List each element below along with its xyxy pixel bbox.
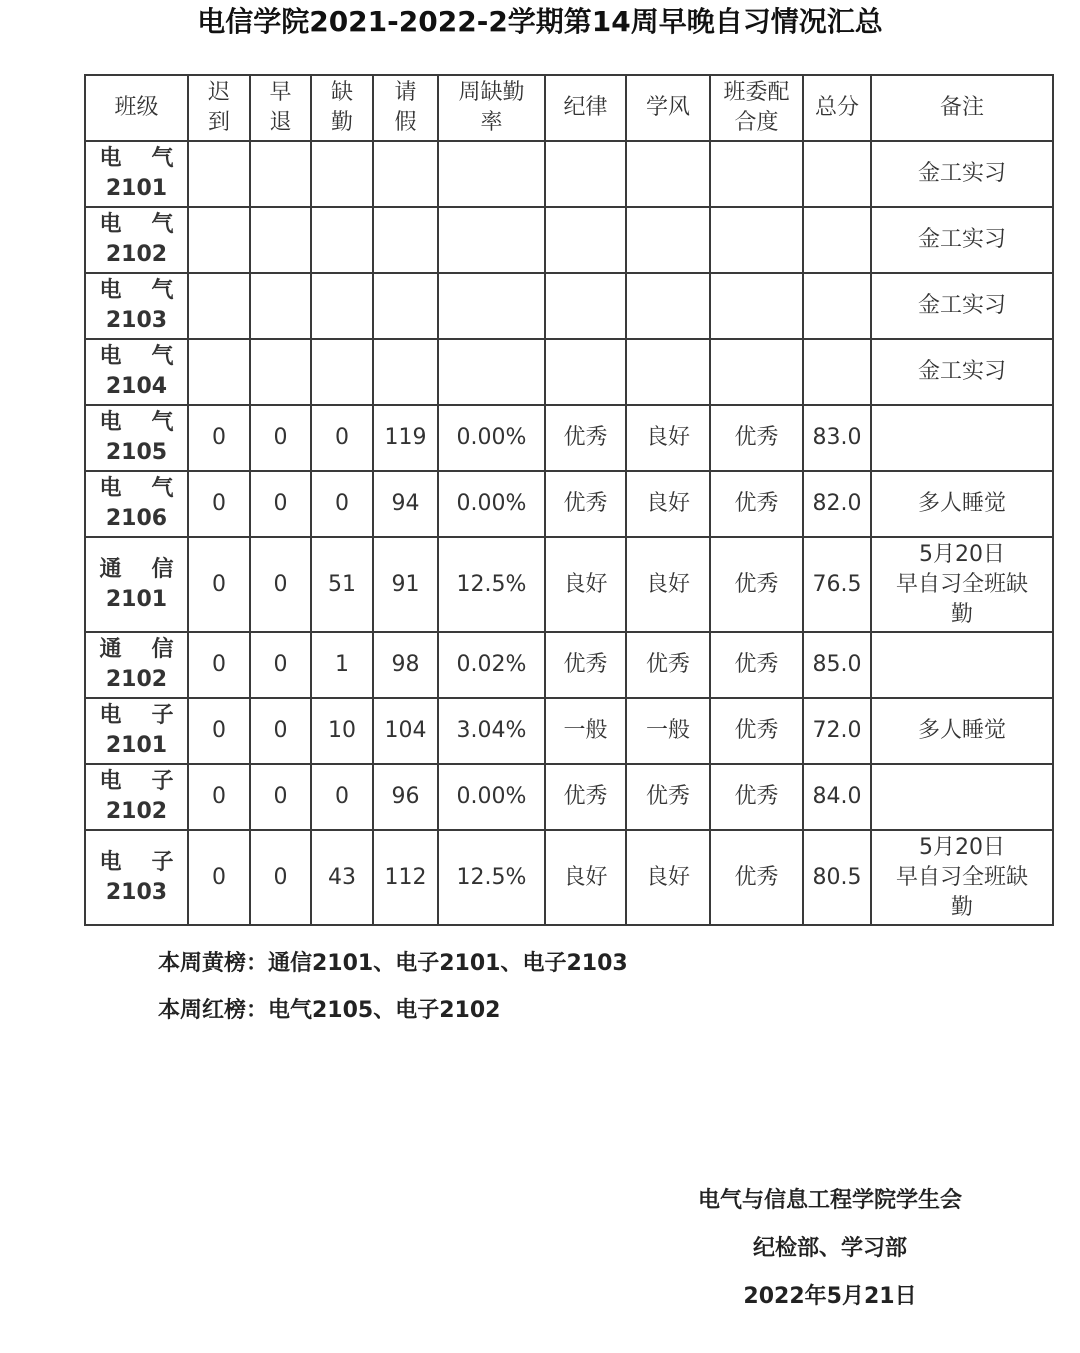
absent-cell: 43 [311, 830, 373, 925]
rate-cell: 12.5% [438, 830, 545, 925]
absent-cell: 0 [311, 471, 373, 537]
early-cell: 0 [250, 830, 311, 925]
rate-cell: 0.02% [438, 632, 545, 698]
note-cell [871, 830, 1053, 925]
class-major: 电气 [99, 344, 204, 369]
header-late-line: 迟 [207, 80, 230, 105]
table-row [85, 339, 1053, 405]
table-row [85, 537, 1053, 632]
class-major: 电气 [99, 146, 204, 171]
class-name-cell [85, 405, 204, 471]
score-cell: 84.0 [803, 764, 871, 830]
coop-cell: 优秀 [710, 632, 803, 698]
note-line: 金工实习 [917, 161, 1006, 186]
class-name-cell [85, 207, 204, 273]
absent-cell [311, 273, 373, 339]
note-line: 多人睡觉 [917, 718, 1006, 743]
class-name-cell [85, 537, 204, 632]
header-late [188, 75, 250, 141]
score-cell [803, 273, 871, 339]
late-cell: 0 [188, 471, 250, 537]
rate-cell [438, 207, 545, 273]
coop-cell [710, 207, 803, 273]
note-cell [871, 471, 1053, 537]
early-cell: 0 [250, 405, 311, 471]
header-rate [438, 75, 545, 141]
coop-cell: 优秀 [710, 830, 803, 925]
table-row [85, 471, 1053, 537]
note-cell [871, 405, 1053, 471]
coop-cell: 优秀 [710, 764, 803, 830]
coop-cell [710, 141, 803, 207]
class-name-cell [85, 830, 204, 925]
class-major: 电气 [99, 410, 204, 435]
class-name-cell [85, 141, 204, 207]
note-line: 勤 [950, 601, 973, 627]
header-absent [311, 75, 373, 141]
note-line: 5月20日 [919, 541, 1005, 567]
discipline-cell: 优秀 [545, 632, 626, 698]
discipline-cell: 一般 [545, 698, 626, 764]
leave-cell [373, 141, 438, 207]
class-number: 2103 [105, 879, 168, 905]
header-coop-line: 合度 [734, 110, 779, 135]
class-number: 2101 [105, 176, 168, 201]
table-header-row [85, 75, 1053, 141]
class-number: 2102 [105, 799, 168, 824]
rate-cell: 0.00% [438, 764, 545, 830]
early-cell: 0 [250, 698, 311, 764]
class-major: 通信 [99, 556, 204, 582]
table-row [85, 764, 1053, 830]
signature-org: 电气与信息工程学院学生会 [697, 1188, 962, 1213]
coop-cell [710, 339, 803, 405]
class-name-cell [85, 339, 204, 405]
note-line: 早自习全班缺 [895, 571, 1028, 597]
class-name-cell [85, 632, 204, 698]
header-rate-line: 率 [480, 110, 503, 135]
rate-cell [438, 141, 545, 207]
class-number: 2104 [105, 374, 168, 399]
score-cell [803, 141, 871, 207]
style-cell [626, 207, 710, 273]
discipline-cell: 优秀 [545, 764, 626, 830]
table-row [85, 207, 1053, 273]
note-cell [871, 273, 1053, 339]
class-major: 电气 [99, 476, 204, 501]
absent-cell [311, 207, 373, 273]
coop-cell: 优秀 [710, 405, 803, 471]
header-coop-line: 班委配 [723, 80, 790, 105]
header-style-line: 学风 [645, 95, 690, 120]
note-line: 早自习全班缺 [895, 864, 1028, 890]
late-cell: 0 [188, 632, 250, 698]
style-cell: 优秀 [626, 632, 710, 698]
header-absent-line: 缺 [330, 80, 353, 105]
header-leave [373, 75, 438, 141]
discipline-cell [545, 141, 626, 207]
coop-cell [710, 273, 803, 339]
absent-cell: 0 [311, 405, 373, 471]
absent-cell: 10 [311, 698, 373, 764]
class-major: 电子 [99, 703, 204, 728]
header-score-line: 总分 [814, 95, 859, 120]
note-cell [871, 764, 1053, 830]
class-major: 电气 [99, 278, 204, 303]
note-cell [871, 698, 1053, 764]
score-cell: 85.0 [803, 632, 871, 698]
late-cell: 0 [188, 537, 250, 632]
score-cell: 80.5 [803, 830, 871, 925]
class-name-cell [85, 273, 204, 339]
header-absent-line: 勤 [330, 110, 353, 135]
style-cell [626, 339, 710, 405]
table-row [85, 632, 1053, 698]
note-line: 勤 [950, 894, 973, 920]
score-cell [803, 339, 871, 405]
header-style [626, 75, 710, 141]
score-cell [803, 207, 871, 273]
leave-cell [373, 273, 438, 339]
leave-cell: 98 [373, 632, 438, 698]
leave-cell: 119 [373, 405, 438, 471]
table-row [85, 141, 1053, 207]
table-row [85, 273, 1053, 339]
header-early [250, 75, 311, 141]
rate-cell [438, 273, 545, 339]
early-cell [250, 273, 311, 339]
red-list: 本周红榜：电气2105、电子2102 [158, 998, 501, 1023]
score-cell: 72.0 [803, 698, 871, 764]
style-cell: 优秀 [626, 764, 710, 830]
leave-cell: 104 [373, 698, 438, 764]
class-major: 通信 [99, 637, 204, 662]
class-number: 2102 [105, 667, 168, 692]
header-late-line: 到 [207, 110, 230, 135]
style-cell: 良好 [626, 471, 710, 537]
yellow-list: 本周黄榜：通信2101、电子2101、电子2103 [158, 951, 628, 976]
discipline-cell [545, 273, 626, 339]
rate-cell: 0.00% [438, 471, 545, 537]
leave-cell: 96 [373, 764, 438, 830]
note-line: 5月20日 [919, 834, 1005, 860]
table-row [85, 830, 1053, 925]
rate-cell [438, 339, 545, 405]
table-row [85, 698, 1053, 764]
note-cell [871, 141, 1053, 207]
class-major: 电气 [99, 212, 204, 237]
header-score [803, 75, 871, 141]
late-cell: 0 [188, 405, 250, 471]
early-cell [250, 339, 311, 405]
late-cell: 0 [188, 764, 250, 830]
early-cell [250, 141, 311, 207]
leave-cell: 94 [373, 471, 438, 537]
coop-cell: 优秀 [710, 471, 803, 537]
early-cell: 0 [250, 764, 311, 830]
class-name-cell [85, 471, 204, 537]
class-major: 电子 [99, 849, 204, 875]
class-number: 2106 [105, 506, 168, 531]
style-cell: 良好 [626, 537, 710, 632]
style-cell [626, 273, 710, 339]
score-cell: 82.0 [803, 471, 871, 537]
absent-cell: 0 [311, 764, 373, 830]
absent-cell: 1 [311, 632, 373, 698]
class-number: 2103 [105, 308, 168, 333]
note-line: 多人睡觉 [917, 491, 1006, 516]
header-class-line: 班级 [114, 95, 159, 120]
early-cell: 0 [250, 471, 311, 537]
absent-cell [311, 141, 373, 207]
discipline-cell [545, 339, 626, 405]
leave-cell: 112 [373, 830, 438, 925]
header-coop [710, 75, 803, 141]
header-early-line: 退 [269, 110, 292, 135]
discipline-cell: 良好 [545, 537, 626, 632]
note-line: 金工实习 [917, 293, 1006, 318]
style-cell: 良好 [626, 405, 710, 471]
class-number: 2102 [105, 242, 168, 267]
coop-cell: 优秀 [710, 698, 803, 764]
class-number: 2105 [105, 440, 168, 465]
header-rate-line: 周缺勤 [458, 80, 525, 105]
note-cell [871, 207, 1053, 273]
note-cell [871, 339, 1053, 405]
rate-cell: 12.5% [438, 537, 545, 632]
rate-cell: 3.04% [438, 698, 545, 764]
header-discipline [545, 75, 626, 141]
header-note [871, 75, 1053, 141]
early-cell [250, 207, 311, 273]
class-name-cell [85, 764, 204, 830]
header-early-line: 早 [269, 80, 292, 105]
class-name-cell [85, 698, 204, 764]
header-note-line: 备注 [939, 95, 984, 120]
absent-cell: 51 [311, 537, 373, 632]
early-cell: 0 [250, 537, 311, 632]
style-cell [626, 141, 710, 207]
coop-cell: 优秀 [710, 537, 803, 632]
signature-date: 2022年5月21日 [743, 1284, 917, 1309]
late-cell: 0 [188, 698, 250, 764]
header-class [85, 75, 188, 141]
table-row [85, 405, 1053, 471]
note-line: 金工实习 [917, 359, 1006, 384]
note-cell [871, 537, 1053, 632]
header-leave-line: 假 [394, 110, 417, 135]
discipline-cell: 良好 [545, 830, 626, 925]
header-discipline-line: 纪律 [563, 95, 608, 120]
note-line: 金工实习 [917, 227, 1006, 252]
attendance-summary-table [84, 74, 1054, 926]
absent-cell [311, 339, 373, 405]
header-leave-line: 请 [394, 80, 417, 105]
class-major: 电子 [99, 769, 204, 794]
early-cell: 0 [250, 632, 311, 698]
discipline-cell [545, 207, 626, 273]
late-cell: 0 [188, 830, 250, 925]
style-cell: 一般 [626, 698, 710, 764]
discipline-cell: 优秀 [545, 471, 626, 537]
signature-dept: 纪检部、学习部 [752, 1236, 907, 1261]
page-title: 电信学院2021-2022-2学期第14周早晚自习情况汇总 [197, 5, 883, 38]
class-number: 2101 [105, 586, 168, 612]
leave-cell: 91 [373, 537, 438, 632]
rate-cell: 0.00% [438, 405, 545, 471]
style-cell: 良好 [626, 830, 710, 925]
discipline-cell: 优秀 [545, 405, 626, 471]
score-cell: 83.0 [803, 405, 871, 471]
leave-cell [373, 339, 438, 405]
score-cell: 76.5 [803, 537, 871, 632]
class-number: 2101 [105, 733, 168, 758]
note-cell [871, 632, 1053, 698]
leave-cell [373, 207, 438, 273]
